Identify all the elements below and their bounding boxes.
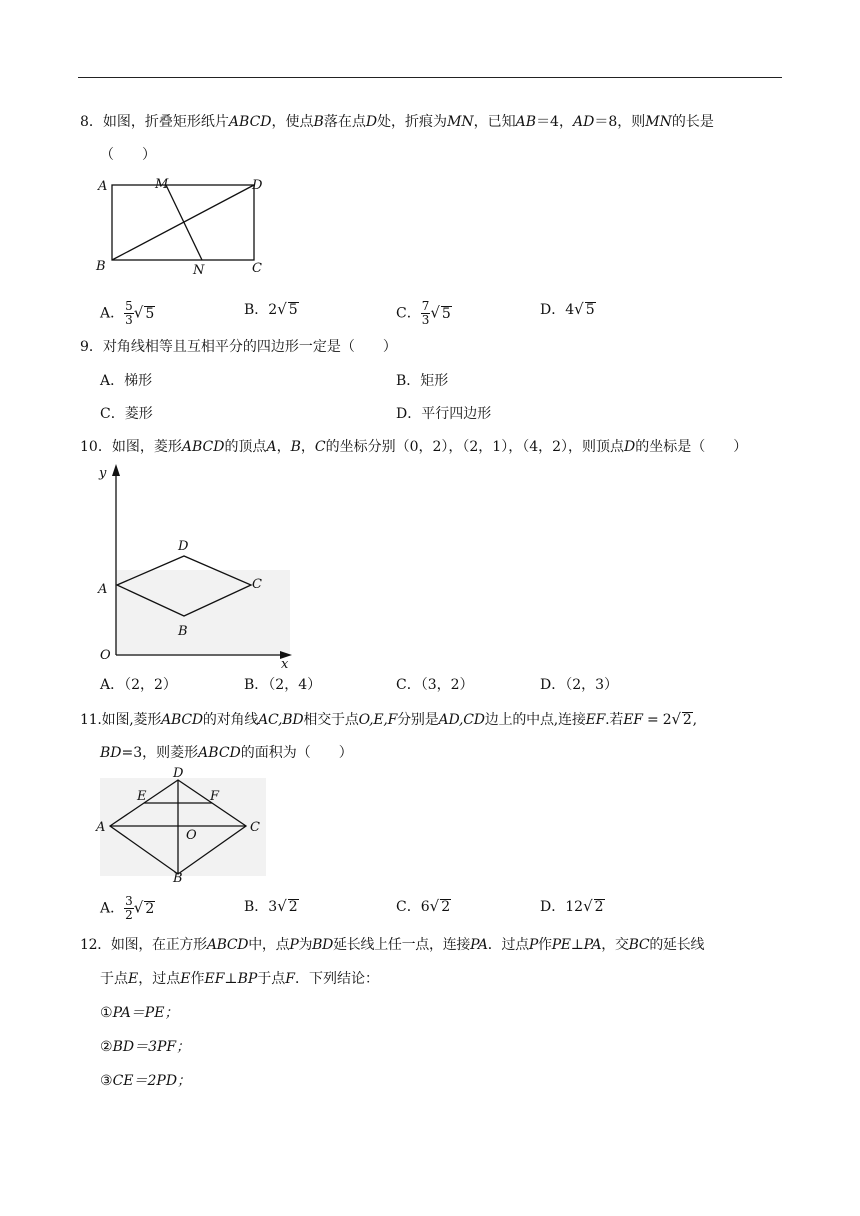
q8-option-d[interactable]: D．4√ 5 (540, 300, 595, 318)
question-12-stem-line1: 12．如图，在正方形ABCD中，点P为BD延长线上任一点，连接PA．过点P作PE⊥PA，交BC的延长线 (80, 937, 705, 953)
q9-option-c[interactable]: C．菱形 (100, 406, 153, 422)
conclusion-2: ②BD＝3PF； (100, 1039, 191, 1055)
question-11-figure (94, 764, 274, 884)
question-8-blank: （ ） (100, 147, 156, 163)
label-x: x (281, 657, 289, 672)
label-D: D (252, 178, 263, 193)
q9-option-b[interactable]: B．矩形 (396, 373, 449, 389)
q11-option-b[interactable]: B．3√ 2 (244, 897, 298, 915)
label-F: F (210, 789, 220, 804)
label-E: E (137, 789, 147, 804)
label-O: O (186, 828, 197, 843)
label-D: D (173, 766, 184, 781)
label-N: N (193, 263, 205, 278)
question-11-stem-line2: BD=3，则菱形ABCD的面积为（ ） (100, 745, 353, 761)
label-C: C (252, 577, 262, 592)
question-8-stem: 8．如图，折叠矩形纸片ABCD，使点B落在点D处，折痕为MN，已知AB＝4，AD＝8，则MN的长是 (80, 114, 714, 130)
q8-option-a[interactable]: A． $\frac{5}{3}$ √ 5 (100, 299, 155, 327)
label-C: C (250, 820, 260, 835)
q8-option-b[interactable]: B．2√ 5 (244, 300, 298, 318)
q9-option-d[interactable]: D．平行四边形 (396, 406, 492, 422)
q9-option-a[interactable]: A．梯形 (100, 373, 153, 389)
question-9-stem: 9．对角线相等且互相平分的四边形一定是（ ） (80, 339, 397, 355)
label-A: A (98, 179, 108, 194)
conclusion-3: ③CE＝2PD； (100, 1073, 192, 1089)
label-B: B (96, 259, 106, 274)
label-A: A (96, 820, 106, 835)
label-M: M (155, 177, 169, 192)
label-O: O (100, 648, 111, 663)
question-10-figure (90, 460, 300, 672)
question-12-stem-line2: 于点E，过点E作EF⊥BP于点F．下列结论： (100, 971, 380, 987)
q8-option-c[interactable]: C． $\frac{7}{3}$ √ 5 (396, 299, 451, 327)
label-y: y (99, 466, 107, 481)
label-C: C (252, 261, 262, 276)
label-A: A (98, 582, 108, 597)
label-D: D (178, 539, 189, 554)
q10-option-d[interactable]: D．（2，3） (540, 677, 619, 693)
label-B: B (173, 871, 183, 884)
q11-option-a[interactable]: A． $\frac{3}{2}$ √ 2 (100, 894, 155, 922)
q11-option-d[interactable]: D．12√ 2 (540, 897, 604, 915)
header-rule (78, 77, 782, 78)
question-10-stem: 10．如图，菱形ABCD的顶点A，B，C的坐标分别（0，2），（2，1），（4，2），则顶点D的坐标是（ ） (80, 439, 748, 455)
label-B: B (178, 624, 188, 639)
question-8-figure (92, 172, 282, 280)
q10-option-c[interactable]: C．（3，2） (396, 677, 474, 693)
q10-option-b[interactable]: B．（2，4） (244, 677, 322, 693)
question-11-stem-line1: 11.如图,菱形ABCD的对角线AC,BD相交于点O,E,F分别是AD,CD边上的中点,连接EF.若EF = 2√ 2, (80, 710, 697, 728)
conclusion-1: ①PA＝PE； (100, 1005, 179, 1021)
q11-option-c[interactable]: C．6√ 2 (396, 897, 451, 915)
q10-option-a[interactable]: A．（2，2） (100, 677, 177, 693)
